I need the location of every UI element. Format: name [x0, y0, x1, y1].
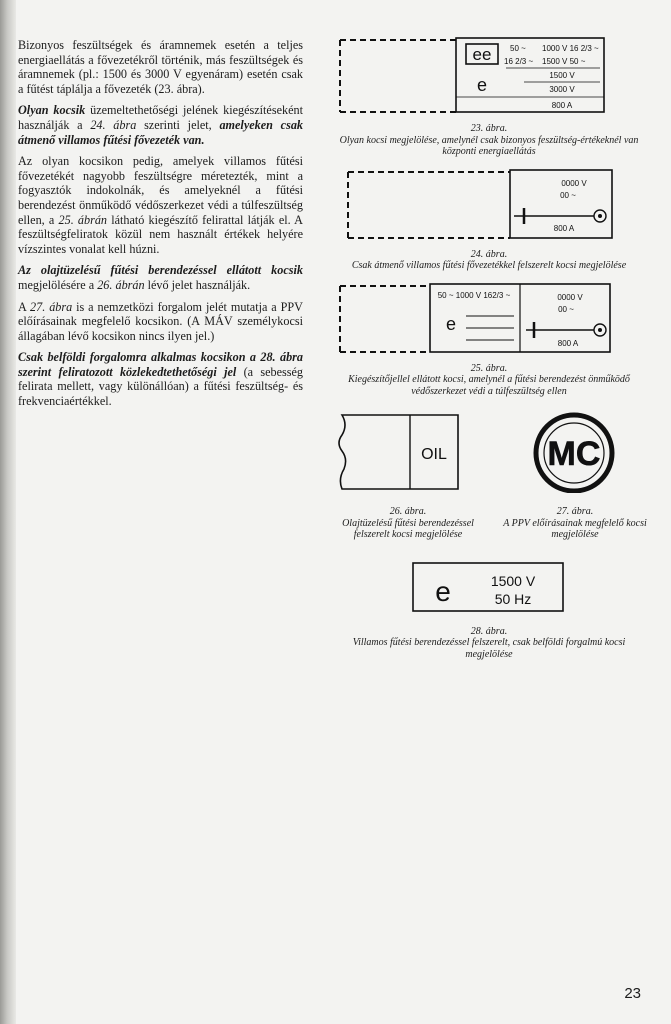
figure-26-caption-number: 26. ábra.	[389, 506, 427, 517]
paragraph-2: Olyan kocsik üzemeltethetőségi jelének kiegészítéseként használják a 24. ábra szerinti jelet, amelyeken csak átmenő villamos fűtési fővezeték van.	[18, 103, 304, 147]
figure-24-sign	[328, 168, 650, 242]
figure-25-sign	[328, 282, 650, 356]
figure-28-caption: Villamos fűtési berendezéssel felszerelt, csak belföldi forgalmú kocsi megjelölése	[352, 637, 626, 660]
svg-text:50 Hz: 50 Hz	[494, 590, 532, 607]
svg-text:50 ~: 50 ~	[510, 44, 526, 53]
svg-text:1500 V: 1500 V	[490, 572, 536, 589]
ee-symbol: ee	[472, 45, 492, 64]
paragraph-3: Az olyan kocsikon pedig, amelyek villamos fűtési fővezetékét nagyobb feszültségre méretezték, mint a fogyasztók indokolnák, és amelyeknél a fűtési berendezést önműködő védőszerkezet védi a túlfeszültség ellen, a 25. ábrán látható kiegészítő felirattal látják el. A feszültségfeliratok közül nem használt értékek helyére vízszintes vonalat kell húzni.	[18, 154, 303, 256]
svg-text:00 ~: 00 ~	[558, 304, 574, 314]
svg-text:16 2/3 ~: 16 2/3 ~	[504, 57, 534, 66]
paragraph-6: Csak belföldi forgalomra alkalmas kocsikon a 28. ábra szerint feliratozott közlekedtethetőségi jel (a sebesség felirata mellett, vagy különállóan) a fűtési feszültség- és frekvenciaértékkel.	[18, 350, 303, 409]
svg-text:0000 V: 0000 V	[561, 178, 587, 188]
figure-28-caption-number: 28. ábra.	[470, 625, 508, 637]
figure-28-sign	[409, 559, 569, 615]
figure-26-27-row	[328, 411, 650, 541]
figure-27-mc-sign	[500, 411, 650, 493]
svg-text:50 ~ 1000 V 162/3 ~: 50 ~ 1000 V 162/3 ~	[437, 290, 511, 300]
figure-23-sign	[328, 36, 650, 116]
paragraph-4: Az olajtüzelésű fűtési berendezéssel ellátott kocsik megjelölésére a 26. ábrán lévő jelet használják.	[18, 263, 303, 292]
mc-label: MC	[547, 435, 601, 473]
svg-text:1500 V 50 ~: 1500 V 50 ~	[542, 57, 586, 66]
e-symbol: e	[476, 75, 488, 95]
figure-28	[328, 559, 650, 661]
svg-text:0000 V: 0000 V	[557, 292, 583, 302]
figure-26-sign	[328, 411, 488, 493]
svg-text:3000 V: 3000 V	[549, 85, 575, 94]
figure-23-caption-number: 23. ábra.	[470, 123, 508, 134]
svg-text:800 A: 800 A	[553, 223, 575, 233]
figure-27	[500, 411, 650, 541]
paragraph-5: A 27. ábra is a nemzetközi forgalom jelét mutatja a PPV előírásainak megfelelő kocsikon. (A MÁV személykocsi állagában lévő kocsikon nincs ilyen jel.)	[18, 299, 303, 343]
figure-27-caption-number: 27. ábra.	[556, 506, 594, 517]
paragraph-1: Bizonyos feszültségek és áramnemek esetén a teljes energiaellátás a fővezetékről történik, más feszültségek és áramnemek (pl.: 1500 és 3000 V egyenáram) esetén csak a fűtést táplálja a fővezeték (23. ábra).	[18, 38, 303, 96]
figure-27-caption: A PPV előírásainak megfelelő kocsi megjelölése	[503, 517, 647, 540]
svg-text:800 A: 800 A	[557, 338, 579, 348]
e-symbol: e	[435, 575, 451, 607]
page-gutter-shadow	[0, 0, 16, 1024]
figure-25-caption-number: 25. ábra.	[470, 362, 508, 374]
svg-text:1000 V 16 2/3 ~: 1000 V 16 2/3 ~	[542, 44, 599, 53]
figure-23-caption: Olyan kocsi megjelölése, amelynél csak bizonyos feszültség-értékeknél van központi energiaellátás	[339, 134, 639, 157]
oil-label: OIL	[421, 446, 447, 463]
body-text-column	[18, 38, 303, 416]
figure-25-caption: Kiegészítőjellel ellátott kocsi, amelynél a fűtési berendezést önműködő védőszerkezet védi a túlfeszültség ellen	[348, 374, 630, 397]
e-symbol: e	[446, 313, 457, 334]
svg-text:00 ~: 00 ~	[560, 190, 576, 200]
figures-column	[328, 36, 650, 660]
figure-24-caption: Csak átmenő villamos fűtési fővezetékkel felszerelt kocsi megjelölése	[351, 260, 627, 271]
figure-26-caption: Olajtüzelésű fűtési berendezéssel felszerelt kocsi megjelölése	[342, 517, 474, 540]
svg-text:1500 V: 1500 V	[549, 71, 575, 80]
page-number: 23	[624, 985, 641, 1002]
figure-26	[328, 411, 488, 541]
figure-24-caption-number: 24. ábra.	[470, 248, 508, 260]
svg-text:800 A: 800 A	[551, 101, 573, 110]
